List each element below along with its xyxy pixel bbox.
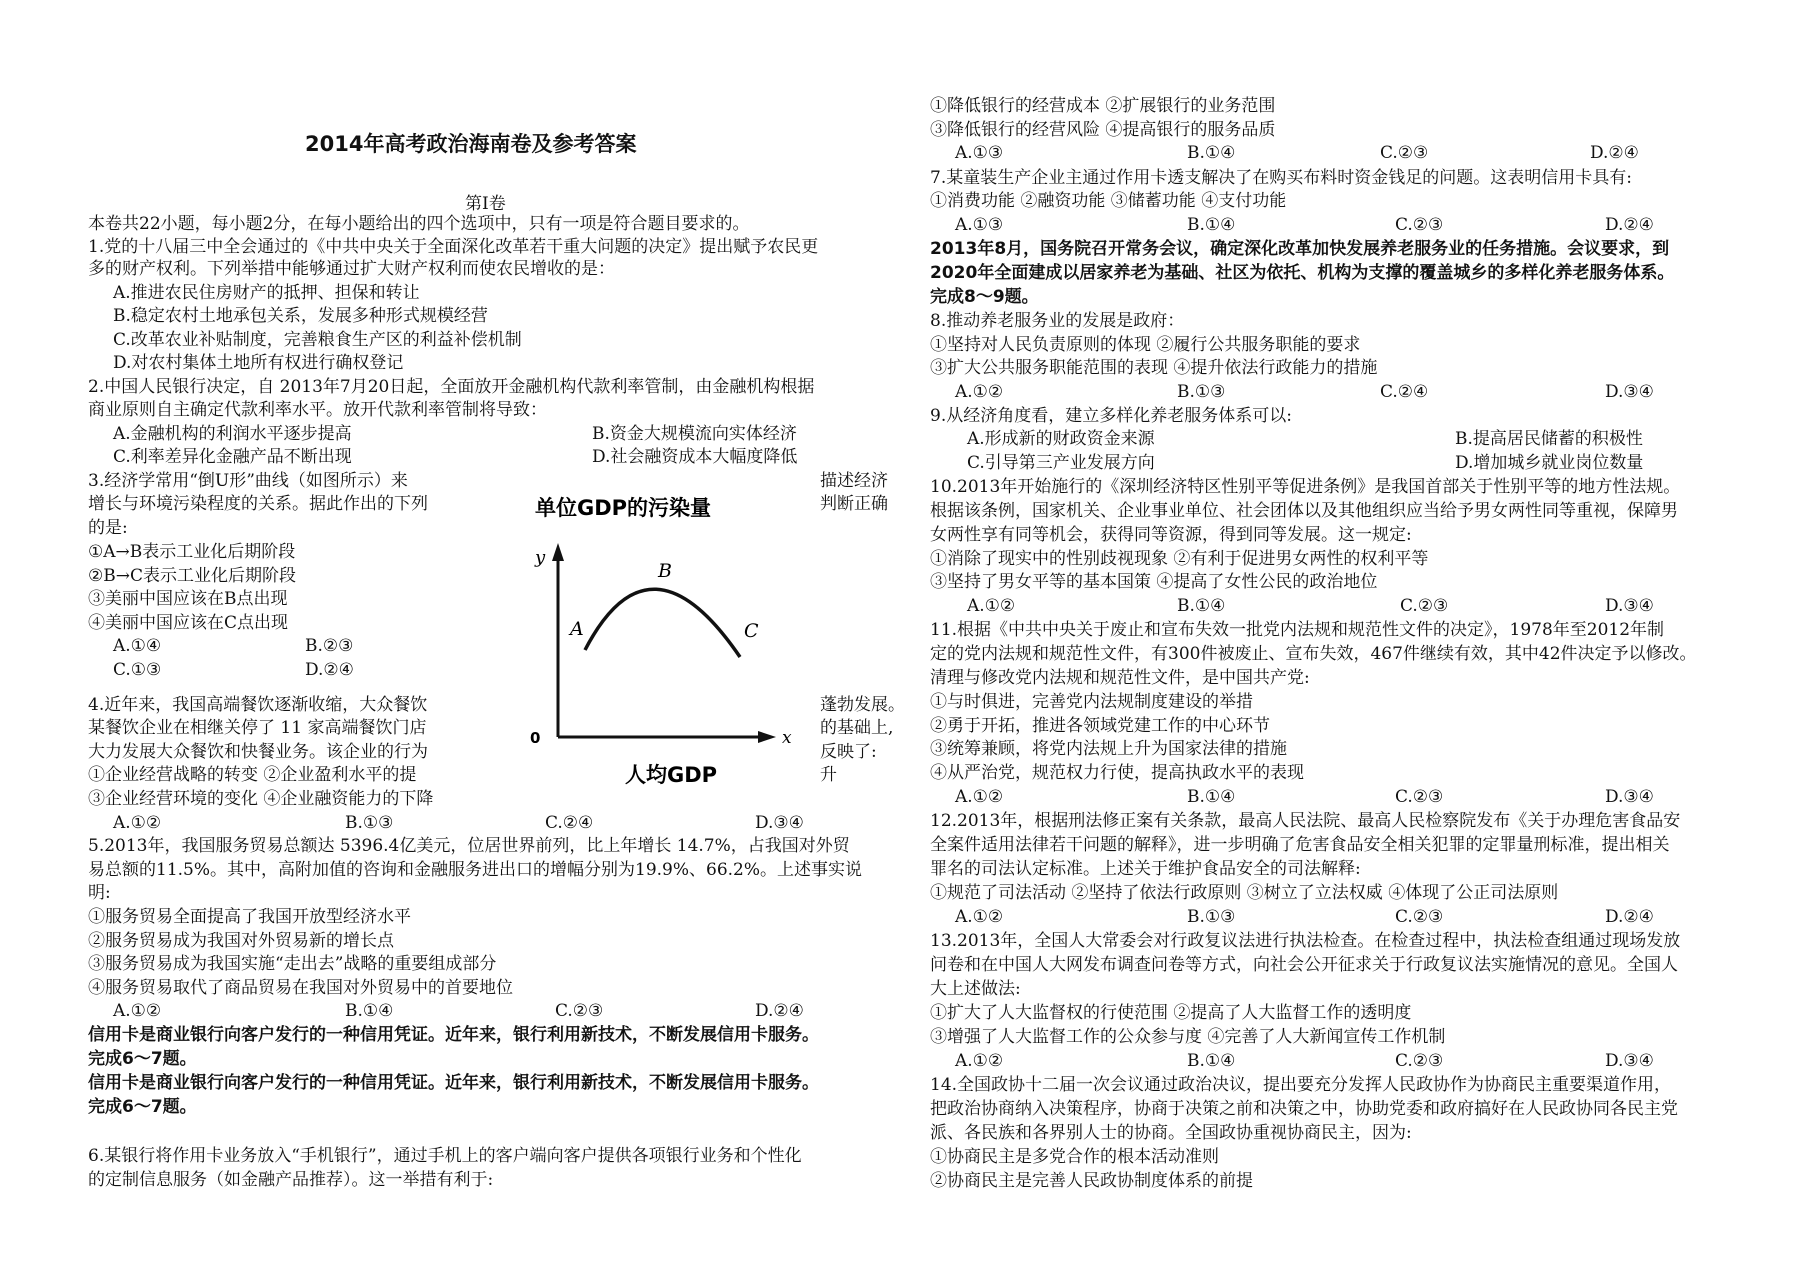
q10-option-b: B.①④: [1177, 596, 1226, 616]
point-b-label: B: [658, 560, 672, 582]
q4-stem: 反映了:: [820, 742, 877, 762]
q12-option-a: A.①②: [955, 907, 1004, 927]
q6-option-a: A.①③: [955, 143, 1004, 163]
q12-stem: 罪名的司法认定标准。上述关于维护食品安全的司法解释:: [930, 859, 1361, 879]
q11-option-b: B.①④: [1187, 787, 1236, 807]
q10-statements: ③坚持了男女平等的基本国策 ④提高了女性公民的政治地位: [930, 572, 1378, 592]
instructions: 本卷共22小题，每小题2分，在每小题给出的四个选项中，只有一项是符合题目要求的。: [88, 214, 750, 234]
q3-stem: 的是:: [88, 518, 128, 538]
q2-option-d: D.社会融资成本大幅度降低: [592, 447, 798, 467]
q12-option-c: C.②③: [1395, 907, 1444, 927]
q6-statements: ③降低银行的经营风险 ④提高银行的服务品质: [930, 120, 1276, 140]
material-intro: 信用卡是商业银行向客户发行的一种信用凭证。近年来，银行利用新技术，不断发展信用卡服务。: [88, 1025, 819, 1045]
q7-stem: 7.某童装生产企业主通过作用卡透支解决了在购买布料时资金钱足的问题。这表明信用卡具有:: [930, 168, 1632, 188]
q10-option-a: A.①②: [967, 596, 1016, 616]
q5-stem: 易总额的11.5%。其中，高附加值的咨询和金融服务进出口的增幅分别为19.9%、66.2%。上述事实说: [88, 860, 863, 880]
q3-option-d: D.②④: [305, 660, 354, 680]
inverted-u-curve: [585, 589, 740, 657]
q11-stem: 清理与修改党内法规和规范性文件，是中国共产党:: [930, 668, 1310, 688]
q10-stem: 根据该条例，国家机关、企业事业单位、社会团体以及其他组织应当给予男女两性同等重视，保障男: [930, 501, 1678, 521]
q6-statements: ①降低银行的经营成本 ②扩展银行的业务范围: [930, 96, 1276, 116]
q14-statement-1: ①协商民主是多党合作的根本活动准则: [930, 1147, 1219, 1167]
q4-stem: 4.近年来，我国高端餐饮逐渐收缩，大众餐饮: [88, 695, 428, 715]
material-intro: 完成8～9题。: [930, 287, 1039, 307]
q3-statement-3: ③美丽中国应该在B点出现: [88, 589, 288, 609]
q4-statements: ③企业经营环境的变化 ④企业融资能力的下降: [88, 789, 434, 809]
q4-stem: 大力发展大众餐饮和快餐业务。该企业的行为: [88, 742, 428, 762]
q14-stem: 把政治协商纳入决策程序，协商于决策之前和决策之中，协助党委和政府搞好在人民政协同各民主党: [930, 1099, 1678, 1119]
point-c-label: C: [744, 620, 759, 642]
q8-option-a: A.①②: [955, 382, 1004, 402]
q12-option-d: D.②④: [1605, 907, 1654, 927]
q10-option-c: C.②③: [1400, 596, 1449, 616]
material-intro: 2020年全面建成以居家养老为基础、社区为依托、机构为支撑的覆盖城乡的多样化养老服务体系。: [930, 263, 1675, 283]
q10-stem: 女两性享有同等机会，获得同等资源，得到同等发展。这一规定:: [930, 525, 1412, 545]
q6-option-c: C.②③: [1380, 143, 1429, 163]
q7-option-c: C.②③: [1395, 215, 1444, 235]
x-axis-arrow-icon: [758, 731, 776, 743]
q13-statements: ①扩大了人大监督权的行使范围 ②提高了人大监督工作的透明度: [930, 1003, 1412, 1023]
q3-option-b: B.②③: [305, 636, 354, 656]
y-axis-arrow-icon: [552, 543, 564, 561]
q3-stem: 增长与环境污染程度的关系。据此作出的下列: [88, 494, 428, 514]
q5-stem: 明:: [88, 883, 111, 903]
q6-stem: 的定制信息服务（如金融产品推荐）。这一举措有利于:: [88, 1170, 494, 1190]
q12-statements: ①规范了司法活动 ②坚持了依法行政原则 ③树立了立法权威 ④体现了公正司法原则: [930, 883, 1559, 903]
q14-statement-2: ②协商民主是完善人民政协制度体系的前提: [930, 1171, 1253, 1191]
q6-option-b: B.①④: [1187, 143, 1236, 163]
q8-option-c: C.②④: [1380, 382, 1429, 402]
q4-option-d: D.③④: [755, 813, 804, 833]
q7-option-d: D.②④: [1605, 215, 1654, 235]
q6-stem: 6.某银行将作用卡业务放入“手机银行”，通过手机上的客户端向客户提供各项银行业务和个性化: [88, 1146, 802, 1166]
q3-statement-2: ②B→C表示工业化后期阶段: [88, 566, 296, 586]
q3-statement-4: ④美丽中国应该在C点出现: [88, 613, 289, 633]
q4-stem: 的基础上,: [820, 718, 894, 738]
q2-option-b: B.资金大规模流向实体经济: [592, 424, 797, 444]
point-a-label: A: [570, 618, 584, 640]
q5-statement-3: ③服务贸易成为我国实施“走出去”战略的重要组成部分: [88, 954, 497, 974]
q8-option-b: B.①③: [1177, 382, 1226, 402]
page-title: 2014年高考政治海南卷及参考答案: [305, 132, 637, 156]
y-axis-letter: y: [535, 547, 546, 568]
q11-statement-3: ③统筹兼顾，将党内法规上升为国家法律的措施: [930, 739, 1287, 759]
q13-stem: 大上述做法:: [930, 979, 1021, 999]
q2-stem: 商业原则自主确定代款利率水平。放开代款利率管制将导致：: [88, 400, 547, 420]
q12-stem: 全案件适用法律若干问题的解释》，进一步明确了危害食品安全相关犯罪的定罪量刑标准，提出相关: [930, 835, 1670, 855]
q3-option-a: A.①④: [113, 636, 162, 656]
material-intro: 完成6～7题。: [88, 1049, 197, 1069]
q3-statement-1: ①A→B表示工业化后期阶段: [88, 542, 296, 562]
q11-option-a: A.①②: [955, 787, 1004, 807]
q11-stem: 11.根据《中共中央关于废止和宣布失效一批党内法规和规范性文件的决定》，1978年至2012年制: [930, 620, 1665, 640]
q9-option-c: C.引导第三产业发展方向: [967, 453, 1155, 473]
q7-option-b: B.①④: [1187, 215, 1236, 235]
q2-option-c: C.利率差异化金融产品不断出现: [113, 447, 352, 467]
q9-option-a: A.形成新的财政资金来源: [967, 429, 1155, 449]
q8-statements: ③扩大公共服务职能范围的表现 ④提升依法行政能力的措施: [930, 358, 1378, 378]
q1-stem: 1.党的十八届三中全会通过的《中共中央关于全面深化改革若干重大问题的决定》提出赋予农民更: [88, 237, 819, 257]
q10-statements: ①消除了现实中的性别歧视现象 ②有利于促进男女两性的权利平等: [930, 549, 1429, 569]
material-intro: 信用卡是商业银行向客户发行的一种信用凭证。近年来，银行利用新技术，不断发展信用卡服务。: [88, 1073, 819, 1093]
figure-title: 单位GDP的污染量: [535, 496, 712, 520]
q5-option-c: C.②③: [555, 1001, 604, 1021]
origin-label: 0: [530, 729, 541, 747]
q10-option-d: D.③④: [1605, 596, 1654, 616]
q4-statements: ①企业经营战略的转变 ②企业盈利水平的提: [88, 765, 417, 785]
q13-option-a: A.①②: [955, 1051, 1004, 1071]
q5-statement-1: ①服务贸易全面提高了我国开放型经济水平: [88, 907, 411, 927]
q5-option-a: A.①②: [113, 1001, 162, 1021]
q6-option-d: D.②④: [1590, 143, 1639, 163]
q9-option-d: D.增加城乡就业岗位数量: [1455, 453, 1644, 473]
curve-graph: [530, 495, 804, 795]
q12-option-b: B.①③: [1187, 907, 1236, 927]
q11-statement-2: ②勇于开拓，推进各领域党建工作的中心环节: [930, 716, 1270, 736]
q4-stem: 某餐饮企业在相继关停了 11 家高端餐饮门店: [88, 718, 427, 738]
q4-statements: 升: [820, 765, 837, 785]
q3-stem: 描述经济: [820, 471, 888, 491]
q11-stem: 定的党内法规和规范性文件，有300件被废止、宣布失效，467件继续有效，其中42件决定予以修改。: [930, 644, 1697, 664]
q13-option-b: B.①④: [1187, 1051, 1236, 1071]
q13-statements: ③增强了人大监督工作的公众参与度 ④完善了人大新闻宣传工作机制: [930, 1027, 1446, 1047]
q11-statement-1: ①与时俱进，完善党内法规制度建设的举措: [930, 692, 1253, 712]
q1-option-b: B.稳定农村土地承包关系，发展多种形式规模经营: [113, 306, 488, 326]
q10-stem: 10.2013年开始施行的《深圳经济特区性别平等促进条例》是我国首部关于性别平等的地方性法规。: [930, 477, 1681, 497]
section-heading: 第Ⅰ卷: [465, 194, 506, 214]
q7-statements: ①消费功能 ②融资功能 ③储蓄功能 ④支付功能: [930, 191, 1287, 211]
q9-stem: 9.从经济角度看，建立多样化养老服务体系可以:: [930, 406, 1292, 426]
q7-option-a: A.①③: [955, 215, 1004, 235]
q12-stem: 12.2013年，根据刑法修正案有关条款，最高人民法院、最高人民检察院发布《关于办理危害食品安: [930, 811, 1681, 831]
q4-option-c: C.②④: [545, 813, 594, 833]
q3-stem: 判断正确: [820, 494, 888, 514]
material-intro: 2013年8月，国务院召开常务会议，确定深化改革加快发展养老服务业的任务措施。会议要求，到: [930, 239, 1670, 259]
q5-option-d: D.②④: [755, 1001, 804, 1021]
q5-statement-2: ②服务贸易成为我国对外贸易新的增长点: [88, 931, 394, 951]
material-intro: 完成6～7题。: [88, 1097, 197, 1117]
q14-stem: 14.全国政协十二届一次会议通过政治决议，提出要充分发挥人民政协作为协商民主重要渠道作用，: [930, 1075, 1672, 1095]
q2-option-a: A.金融机构的利润水平逐步提高: [113, 424, 352, 444]
q1-option-a: A.推进农民住房财产的抵押、担保和转让: [113, 283, 420, 303]
q14-stem: 派、各民族和各界别人士的协商。全国政协重视协商民主，因为:: [930, 1123, 1412, 1143]
q11-option-d: D.③④: [1605, 787, 1654, 807]
q13-stem: 问卷和在中国人大网发布调查问卷等方式，向社会公开征求关于行政复议法实施情况的意见。全国人: [930, 955, 1678, 975]
q2-stem: 2.中国人民银行决定，自 2013年7月20日起，全面放开金融机构代款利率管制，由金融机构根据: [88, 377, 815, 397]
x-axis-letter: x: [782, 728, 792, 748]
q8-statements: ①坚持对人民负责原则的体现 ②履行公共服务职能的要求: [930, 335, 1361, 355]
q3-stem: 3.经济学常用“倒U形”曲线（如图所示）来: [88, 471, 408, 491]
q5-stem: 5.2013年，我国服务贸易总额达 5396.4亿美元，位居世界前列，比上年增长 14.7%，占我国对外贸: [88, 836, 850, 856]
q13-stem: 13.2013年，全国人大常委会对行政复议法进行执法检查。在检查过程中，执法检查组通过现场发放: [930, 931, 1681, 951]
q5-option-b: B.①④: [345, 1001, 394, 1021]
q11-option-c: C.②③: [1395, 787, 1444, 807]
q8-stem: 8.推动养老服务业的发展是政府：: [930, 311, 1185, 331]
q1-option-c: C.改革农业补贴制度，完善粮食生产区的利益补偿机制: [113, 330, 522, 350]
inverted-u-curve-figure: [530, 495, 804, 795]
q4-option-a: A.①②: [113, 813, 162, 833]
q1-option-d: D.对农村集体土地所有权进行确权登记: [113, 353, 404, 373]
q8-option-d: D.③④: [1605, 382, 1654, 402]
q4-stem: 蓬勃发展。: [820, 695, 905, 715]
q11-statement-4: ④从严治党，规范权力行使，提高执政水平的表现: [930, 763, 1304, 783]
q13-option-d: D.③④: [1605, 1051, 1654, 1071]
x-axis-label: 人均GDP: [625, 763, 718, 787]
q9-option-b: B.提高居民储蓄的积极性: [1455, 429, 1643, 449]
q5-statement-4: ④服务贸易取代了商品贸易在我国对外贸易中的首要地位: [88, 978, 513, 998]
q13-option-c: C.②③: [1395, 1051, 1444, 1071]
q4-option-b: B.①③: [345, 813, 394, 833]
q3-option-c: C.①③: [113, 660, 162, 680]
q1-stem: 多的财产权利。下列举措中能够通过扩大财产权利而使农民增收的是：: [88, 259, 615, 279]
